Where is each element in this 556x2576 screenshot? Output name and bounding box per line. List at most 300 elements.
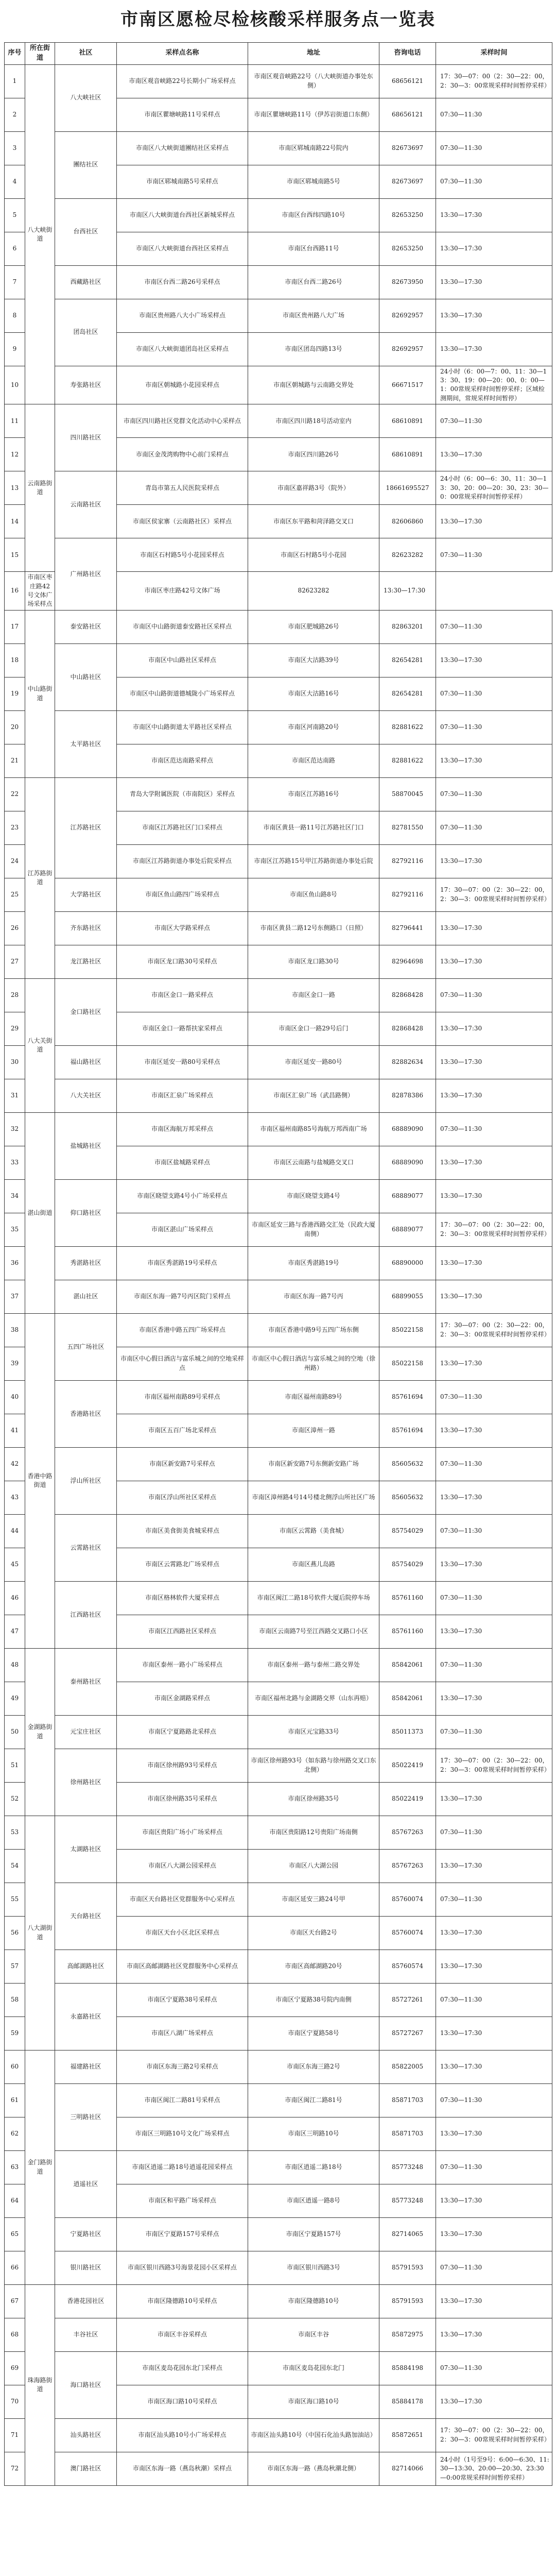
cell-phone: 85754029 xyxy=(379,1548,436,1581)
cell-phone: 82654281 xyxy=(379,677,436,710)
cell-seq: 31 xyxy=(5,1079,25,1112)
table-body xyxy=(5,64,552,2485)
cell-phone: 68610891 xyxy=(379,438,436,471)
cell-address: 市南区汕头路10号（中国石化汕头路加油站） xyxy=(248,2418,379,2452)
cell-site-name: 市南区麦岛花园东北门采样点 xyxy=(117,2351,248,2385)
cell-phone: 82623282 xyxy=(379,538,436,572)
cell-phone: 85760074 xyxy=(379,1916,436,1950)
cell-seq: 35 xyxy=(5,1213,25,1246)
cell-seq: 14 xyxy=(5,505,25,538)
cell-address: 市南区大沽路16号 xyxy=(248,677,379,710)
cell-shequ: 汕头路社区 xyxy=(55,2418,117,2452)
cell-address: 市南区河南路20号 xyxy=(248,710,379,744)
cell-hours: 13:30—17:30 xyxy=(436,911,552,945)
cell-hours: 13:30—17:30 xyxy=(436,332,552,366)
cell-seq: 4 xyxy=(5,165,25,198)
cell-seq: 5 xyxy=(5,198,25,232)
cell-phone: 82868428 xyxy=(379,1012,436,1045)
cell-address: 市南区秀湛路19号 xyxy=(248,1246,379,1280)
cell-hours: 07:30—11:30 xyxy=(436,165,552,198)
cell-hours: 13:30—17:30 xyxy=(436,1079,552,1112)
cell-phone: 85754029 xyxy=(379,1514,436,1548)
cell-phone: 82868428 xyxy=(379,978,436,1012)
cell-phone: 82692957 xyxy=(379,299,436,332)
cell-address: 市南区福州北路与金湖路交界（山东再赔） xyxy=(248,1682,379,1715)
cell-site-name: 市南区八大峡街道团岛社区采样点 xyxy=(117,332,248,366)
cell-hours: 13:30—17:30 xyxy=(436,1682,552,1715)
table-row xyxy=(5,1079,552,1112)
cell-seq: 60 xyxy=(5,2050,25,2083)
cell-phone: 85871703 xyxy=(379,2117,436,2150)
cell-seq: 10 xyxy=(5,366,25,404)
cell-seq: 47 xyxy=(5,1615,25,1648)
cell-shequ: 太湖路社区 xyxy=(55,1816,117,1883)
cell-hours: 13:30—17:30 xyxy=(436,1782,552,1816)
cell-hours: 13:30—17:30 xyxy=(436,1045,552,1079)
table-row xyxy=(5,1715,552,1749)
cell-address: 市南区三明路10号 xyxy=(248,2117,379,2150)
cell-site-name: 市南区新安路7号采样点 xyxy=(117,1447,248,1481)
cell-phone: 68656121 xyxy=(379,64,436,98)
table-row xyxy=(5,538,552,572)
cell-site-name: 市南区格林软件大厦采样点 xyxy=(117,1581,248,1615)
cell-address: 市南区延安三路与香港西路交汇处（民政大厦南侧） xyxy=(248,1213,379,1246)
cell-address: 市南区延安一路80号 xyxy=(248,1045,379,1079)
cell-address: 市南区宁夏路58号 xyxy=(248,2016,379,2050)
cell-hours: 07:30—11:30 xyxy=(436,2351,552,2385)
cell-shequ: 云霄路社区 xyxy=(55,1514,117,1581)
cell-seq: 54 xyxy=(5,1849,25,1883)
cell-address: 市南区中心假日酒店与富乐城之间的空地（徐州路） xyxy=(248,1347,379,1380)
cell-hours: 17：30—07：00（2：30—22：00，2：30—3：00常规采样时间暂停采样） xyxy=(436,878,552,911)
cell-phone: 85605632 xyxy=(379,1481,436,1514)
cell-hours: 07:30—11:30 xyxy=(436,131,552,165)
cell-shequ: 福建路社区 xyxy=(55,2050,117,2083)
cell-address: 市南区徐州路35号 xyxy=(248,1782,379,1816)
table-row xyxy=(5,2418,552,2452)
cell-seq: 66 xyxy=(5,2251,25,2284)
cell-phone: 85791593 xyxy=(379,2284,436,2318)
cell-site-name: 市南区汇泉广场采样点 xyxy=(117,1079,248,1112)
cell-hours: 13:30—17:30 xyxy=(436,2016,552,2050)
cell-site-name: 市南区逍遥二路18号逍遥花园采样点 xyxy=(117,2150,248,2184)
cell-phone: 68899055 xyxy=(379,1280,436,1313)
cell-shequ: 江西路社区 xyxy=(55,1581,117,1648)
cell-seq: 72 xyxy=(5,2452,25,2485)
cell-address: 市南区逍遥一路8号 xyxy=(248,2184,379,2217)
cell-site-name: 市南区宁夏路路北采样点 xyxy=(117,1715,248,1749)
cell-site-name: 市南区泰州一路小广场采样点 xyxy=(117,1648,248,1682)
table-row xyxy=(5,1447,552,1481)
cell-seq: 32 xyxy=(5,1112,25,1146)
cell-site-name: 市南区中山路街道太平路社区采样点 xyxy=(117,710,248,744)
cell-address: 市南区福州南路89号 xyxy=(248,1380,379,1414)
cell-hours: 13:30—17:30 xyxy=(436,2385,552,2418)
cell-address: 市南区漳州路4号14号楼北侧浮山所社区广场 xyxy=(248,1481,379,1514)
cell-phone: 58870045 xyxy=(379,777,436,811)
cell-hours: 13:30—17:30 xyxy=(436,1280,552,1313)
cell-address: 市南区新安路7号东侧新安路广场 xyxy=(248,1447,379,1481)
header-name: 采样点名称 xyxy=(117,43,248,65)
cell-phone: 82692957 xyxy=(379,332,436,366)
cell-site-name: 市南区金湖路采样点 xyxy=(117,1682,248,1715)
cell-phone: 82781550 xyxy=(379,811,436,844)
cell-site-name: 市南区石村路5号小花园采样点 xyxy=(117,538,248,572)
cell-hours: 07:30—11:30 xyxy=(436,1983,552,2016)
cell-hours: 13:30—17:30 xyxy=(436,1849,552,1883)
cell-address: 市南区江苏路16号 xyxy=(248,777,379,811)
cell-phone: 82796441 xyxy=(379,911,436,945)
cell-hours: 17：30—07：00（2：30—22：00，2：30—3：00常规采样时间暂停采样） xyxy=(436,1313,552,1347)
cell-hours: 13:30—17:30 xyxy=(436,1179,552,1213)
cell-jiedao: 珠海路街道 xyxy=(25,2284,55,2485)
cell-address: 市南区云南路与盐城路交叉口 xyxy=(248,1146,379,1179)
cell-seq: 20 xyxy=(5,710,25,744)
cell-shequ: 金口路社区 xyxy=(55,978,117,1045)
table-row xyxy=(5,1983,552,2016)
cell-address: 市南区燕儿岛路 xyxy=(248,1548,379,1581)
header-address: 地址 xyxy=(248,43,379,65)
cell-site-name: 市南区郓城南路5号采样点 xyxy=(117,165,248,198)
header-phone: 咨询电话 xyxy=(379,43,436,65)
table-row xyxy=(5,2150,552,2184)
cell-phone: 82882634 xyxy=(379,1045,436,1079)
cell-hours: 07:30—11:30 xyxy=(436,710,552,744)
cell-shequ: 三明路社区 xyxy=(55,2083,117,2150)
cell-hours: 13:30—17:30 xyxy=(436,1012,552,1045)
cell-jiedao: 金湖路街道 xyxy=(25,1648,55,1816)
cell-seq: 42 xyxy=(5,1447,25,1481)
cell-shequ: 海口路社区 xyxy=(55,2351,117,2418)
table-row xyxy=(5,1179,552,1213)
cell-shequ: 湛山社区 xyxy=(55,1280,117,1313)
cell-site-name: 市南区金口一路帮扶家采样点 xyxy=(117,1012,248,1045)
cell-shequ: 香港花园社区 xyxy=(55,2284,117,2318)
cell-site-name: 市南区徐州路93号采样点 xyxy=(117,1749,248,1782)
cell-hours: 07:30—11:30 xyxy=(436,1581,552,1615)
cell-seq: 55 xyxy=(5,1883,25,1916)
cell-seq: 44 xyxy=(5,1514,25,1548)
cell-seq: 22 xyxy=(5,777,25,811)
cell-address: 市南区漳州一路 xyxy=(248,1414,379,1447)
cell-hours: 13:30—17:30 xyxy=(436,299,552,332)
table-row xyxy=(5,1280,552,1313)
table-row xyxy=(5,777,552,811)
cell-phone: 68656121 xyxy=(379,98,436,131)
cell-seq: 7 xyxy=(5,265,25,299)
cell-hours: 07:30—11:30 xyxy=(436,2150,552,2184)
cell-shequ: 太平路社区 xyxy=(55,710,117,777)
cell-phone: 82623282 xyxy=(248,572,379,611)
cell-hours: 07:30—11:30 xyxy=(436,677,552,710)
cell-seq: 46 xyxy=(5,1581,25,1615)
cell-address: 市南区郓城南路5号 xyxy=(248,165,379,198)
cell-address: 市南区四川路26号 xyxy=(248,438,379,471)
cell-shequ: 浮山所社区 xyxy=(55,1447,117,1514)
cell-site-name: 市南区天台小区北区采样点 xyxy=(117,1916,248,1950)
cell-hours: 07:30—11:30 xyxy=(436,2083,552,2117)
cell-phone: 68889077 xyxy=(379,1179,436,1213)
cell-address: 市南区瞿塘峡路11号（伊苏岩街道口东侧） xyxy=(248,98,379,131)
cell-phone: 82881622 xyxy=(379,710,436,744)
cell-address: 市南区东海一路7号丙 xyxy=(248,1280,379,1313)
cell-seq: 71 xyxy=(5,2418,25,2452)
cell-seq: 39 xyxy=(5,1347,25,1380)
cell-site-name: 市南区浮山所社区采样点 xyxy=(117,1481,248,1514)
cell-seq: 38 xyxy=(5,1313,25,1347)
cell-jiedao: 江苏路街道 xyxy=(25,777,55,978)
table-row xyxy=(5,945,552,978)
table-row xyxy=(5,878,552,911)
cell-hours: 07:30—11:30 xyxy=(436,538,552,572)
table-row xyxy=(5,299,552,332)
cell-shequ: 泰州路社区 xyxy=(55,1648,117,1715)
cell-site-name: 市南区海口路10号采样点 xyxy=(117,2385,248,2418)
cell-address: 市南区江苏路15号甲江苏路街道办事处后院 xyxy=(248,844,379,878)
cell-seq: 37 xyxy=(5,1280,25,1313)
cell-seq: 68 xyxy=(5,2318,25,2351)
cell-shequ: 秀湛路社区 xyxy=(55,1246,117,1280)
cell-seq: 29 xyxy=(5,1012,25,1045)
cell-hours: 13:30—17:30 xyxy=(436,1414,552,1447)
cell-site-name: 市南区范达南路采样点 xyxy=(117,744,248,777)
cell-site-name: 青岛大学附属医院（市南院区）采样点 xyxy=(117,777,248,811)
cell-phone: 66671517 xyxy=(379,366,436,404)
cell-address: 市南区海口路10号 xyxy=(248,2385,379,2418)
cell-site-name: 市南区闽江二路81号采样点 xyxy=(117,2083,248,2117)
cell-address: 市南区东海一路（燕岛秋潮北侧） xyxy=(248,2452,379,2485)
cell-seq: 67 xyxy=(5,2284,25,2318)
table-row xyxy=(5,471,552,505)
cell-site-name: 市南区美食街美食城采样点 xyxy=(117,1514,248,1548)
cell-seq: 1 xyxy=(5,64,25,98)
cell-seq: 62 xyxy=(5,2117,25,2150)
cell-site-name: 市南区东海一路7号丙区院门采样点 xyxy=(117,1280,248,1313)
cell-shequ: 中山路社区 xyxy=(55,643,117,710)
header-jiedao: 所在街道 xyxy=(25,43,55,65)
cell-phone: 85872975 xyxy=(379,2318,436,2351)
cell-phone: 85767263 xyxy=(379,1849,436,1883)
cell-phone: 82792116 xyxy=(379,878,436,911)
cell-seq: 9 xyxy=(5,332,25,366)
cell-site-name: 市南区中山路街道德城陇小广场采样点 xyxy=(117,677,248,710)
cell-seq: 26 xyxy=(5,911,25,945)
cell-jiedao: 金门路街道 xyxy=(25,2050,55,2284)
cell-phone: 85872651 xyxy=(379,2418,436,2452)
cell-seq: 15 xyxy=(5,538,25,572)
cell-site-name: 市南区海航万邦采样点 xyxy=(117,1112,248,1146)
cell-seq: 57 xyxy=(5,1950,25,1983)
cell-phone: 82606860 xyxy=(379,505,436,538)
table-row xyxy=(5,1514,552,1548)
cell-phone: 68610891 xyxy=(379,404,436,438)
cell-hours: 13:30—17:30 xyxy=(436,1548,552,1581)
cell-jiedao: 八大关街道 xyxy=(25,978,55,1112)
cell-phone: 85727261 xyxy=(379,1983,436,2016)
cell-phone: 82878386 xyxy=(379,1079,436,1112)
cell-site-name: 市南区云霄路北广场采样点 xyxy=(117,1548,248,1581)
cell-shequ: 盐城路社区 xyxy=(55,1112,117,1179)
cell-address: 市南区台西二路26号 xyxy=(248,265,379,299)
cell-seq: 12 xyxy=(5,438,25,471)
cell-jiedao: 湛山街道 xyxy=(25,1112,55,1313)
table-row xyxy=(5,1313,552,1347)
cell-address: 市南区东平路和菏泽路交叉口 xyxy=(248,505,379,538)
cell-address: 市南区枣庄路42号文体广场 xyxy=(117,572,248,611)
cell-hours: 07:30—11:30 xyxy=(436,811,552,844)
cell-address: 市南区金口一路 xyxy=(248,978,379,1012)
cell-shequ: 香港路社区 xyxy=(55,1380,117,1447)
cell-phone: 82964698 xyxy=(379,945,436,978)
cell-address: 市南区逍遥二路18号 xyxy=(248,2150,379,2184)
cell-site-name: 市南区盐城路采样点 xyxy=(117,1146,248,1179)
cell-address: 市南区香港中路9号五四广场东侧 xyxy=(248,1313,379,1347)
table-row xyxy=(5,2284,552,2318)
cell-hours: 17：30—07：00（2：30—22：00，2：30—3：00常规采样时间暂停采样） xyxy=(436,64,552,98)
cell-seq: 24 xyxy=(5,844,25,878)
cell-site-name: 市南区福州南路89号采样点 xyxy=(117,1380,248,1414)
cell-seq: 34 xyxy=(5,1179,25,1213)
cell-phone: 85791593 xyxy=(379,2251,436,2284)
cell-seq: 40 xyxy=(5,1380,25,1414)
cell-shequ: 逍遥社区 xyxy=(55,2150,117,2217)
cell-site-name: 市南区天台路社区党群服务中心采样点 xyxy=(117,1883,248,1916)
cell-hours: 13:30—17:30 xyxy=(436,1950,552,1983)
cell-seq: 64 xyxy=(5,2184,25,2217)
cell-site-name: 市南区晓望支路4号小广场采样点 xyxy=(117,1179,248,1213)
table-row xyxy=(5,404,552,438)
cell-hours: 13:30—17:30 xyxy=(436,1615,552,1648)
cell-phone: 85884178 xyxy=(379,2385,436,2418)
cell-address: 市南区大沽路39号 xyxy=(248,643,379,677)
cell-hours: 13:30—17:30 xyxy=(379,572,436,611)
cell-address: 市南区高邮湖路20号 xyxy=(248,1950,379,1983)
cell-site-name: 市南区江苏路社区门口采样点 xyxy=(117,811,248,844)
cell-hours: 24小时（6：00—7：00、11：30—13：30、19：00—20：00、0：00—1：00常规采样时间暂停采样；区域检测期间，常规采样时间暂停） xyxy=(436,366,552,404)
cell-hours: 13:30—17:30 xyxy=(436,265,552,299)
cell-shequ: 团岛社区 xyxy=(55,299,117,366)
cell-hours: 07:30—11:30 xyxy=(436,1883,552,1916)
cell-phone: 85605632 xyxy=(379,1447,436,1481)
cell-hours: 07:30—11:30 xyxy=(436,777,552,811)
cell-address: 市南区台西路11号 xyxy=(248,232,379,265)
cell-shequ: 泰安路社区 xyxy=(55,610,117,643)
cell-hours: 17：30—07：00（2：30—22：00，2：30—3：00常规采样时间暂停采样） xyxy=(436,1749,552,1782)
cell-seq: 28 xyxy=(5,978,25,1012)
cell-shequ: 宁夏路社区 xyxy=(55,2217,117,2251)
cell-site-name: 市南区四川路社区党群文化活动中心采样点 xyxy=(117,404,248,438)
cell-seq: 19 xyxy=(5,677,25,710)
cell-site-name: 市南区八湖广场采样点 xyxy=(117,2016,248,2050)
cell-phone: 85842061 xyxy=(379,1648,436,1682)
cell-hours: 13:30—17:30 xyxy=(436,643,552,677)
cell-phone: 68889090 xyxy=(379,1112,436,1146)
cell-seq: 48 xyxy=(5,1648,25,1682)
cell-hours: 13:30—17:30 xyxy=(436,2217,552,2251)
cell-site-name: 市南区金茂湾购物中心前门采样点 xyxy=(117,438,248,471)
cell-site-name: 市南区香港中路五四广场采样点 xyxy=(117,1313,248,1347)
cell-seq: 3 xyxy=(5,131,25,165)
table-row xyxy=(5,2351,552,2385)
header-seq: 序号 xyxy=(5,43,25,65)
cell-seq: 18 xyxy=(5,643,25,677)
cell-phone: 85773248 xyxy=(379,2150,436,2184)
table-row xyxy=(5,1816,552,1849)
cell-address: 市南区嘉祥路3号（院外） xyxy=(248,471,379,505)
cell-hours: 13:30—17:30 xyxy=(436,2284,552,2318)
cell-seq: 69 xyxy=(5,2351,25,2385)
cell-address: 市南区天台路2号 xyxy=(248,1916,379,1950)
cell-site-name: 市南区八大峡街道台西社区采样点 xyxy=(117,232,248,265)
table-row xyxy=(5,265,552,299)
cell-site-name: 市南区中山路街道泰安路社区采样点 xyxy=(117,610,248,643)
table-row xyxy=(5,2318,552,2351)
cell-seq: 6 xyxy=(5,232,25,265)
cell-address: 市南区贵州路八大广场 xyxy=(248,299,379,332)
table-row xyxy=(5,1648,552,1682)
cell-site-name: 市南区侯家寨（云南路社区）采样点 xyxy=(117,505,248,538)
table-row xyxy=(5,1045,552,1079)
cell-hours: 13:30—17:30 xyxy=(436,2050,552,2083)
table-row xyxy=(5,1112,552,1146)
cell-site-name: 市南区湛山广场采样点 xyxy=(117,1213,248,1246)
cell-address: 市南区观音峡路22号（八大峡街道办事处东侧） xyxy=(248,64,379,98)
table-row xyxy=(5,710,552,744)
cell-site-name: 市南区瞿塘峡路11号采样点 xyxy=(117,98,248,131)
cell-address: 市南区闽江二路81号 xyxy=(248,2083,379,2117)
cell-shequ: 龙江路社区 xyxy=(55,945,117,978)
cell-site-name: 市南区五百广场北采样点 xyxy=(117,1414,248,1447)
cell-address: 市南区郓城南路22号院内 xyxy=(248,131,379,165)
cell-shequ: 广州路社区 xyxy=(55,538,117,611)
cell-site-name: 市南区徐州路35号采样点 xyxy=(117,1782,248,1816)
header-shequ: 社区 xyxy=(55,43,117,65)
cell-seq: 2 xyxy=(5,98,25,131)
cell-site-name: 市南区台西二路26号采样点 xyxy=(117,265,248,299)
table-row xyxy=(5,2050,552,2083)
cell-hours: 13:30—17:30 xyxy=(436,2184,552,2217)
cell-phone: 18661695527 xyxy=(379,471,436,505)
table-row xyxy=(5,1749,552,1782)
cell-address: 市南区云南路7号至江西路交叉路口小区 xyxy=(248,1615,379,1648)
cell-jiedao: 八大峡街道 xyxy=(25,64,55,404)
table-row xyxy=(5,643,552,677)
cell-phone: 85022419 xyxy=(379,1749,436,1782)
cell-phone: 82863201 xyxy=(379,610,436,643)
cell-site-name: 市南区丰谷采样点 xyxy=(117,2318,248,2351)
cell-seq: 52 xyxy=(5,1782,25,1816)
cell-seq: 25 xyxy=(5,878,25,911)
cell-shequ: 五四广场社区 xyxy=(55,1313,117,1380)
cell-address: 市南区云霄路（美食城） xyxy=(248,1514,379,1548)
cell-site-name: 市南区大学路采样点 xyxy=(117,911,248,945)
cell-seq: 53 xyxy=(5,1816,25,1849)
cell-seq: 58 xyxy=(5,1983,25,2016)
cell-shequ: 元宝庄社区 xyxy=(55,1715,117,1749)
cell-shequ: 八大峡社区 xyxy=(55,64,117,131)
cell-phone: 85022158 xyxy=(379,1313,436,1347)
cell-site-name: 市南区贵阳广场小广场采样点 xyxy=(117,1816,248,1849)
cell-address: 市南区宁夏路38号院内南侧 xyxy=(248,1983,379,2016)
cell-hours: 07:30—11:30 xyxy=(436,610,552,643)
cell-address: 市南区闽江二路18号软件大厦后院停车场 xyxy=(248,1581,379,1615)
cell-site-name: 市南区延安一路80号采样点 xyxy=(117,1045,248,1079)
cell-phone: 82673950 xyxy=(379,265,436,299)
cell-seq: 33 xyxy=(5,1146,25,1179)
cell-seq: 51 xyxy=(5,1749,25,1782)
cell-hours: 07:30—11:30 xyxy=(436,1112,552,1146)
cell-jiedao: 中山路街道 xyxy=(25,610,55,777)
